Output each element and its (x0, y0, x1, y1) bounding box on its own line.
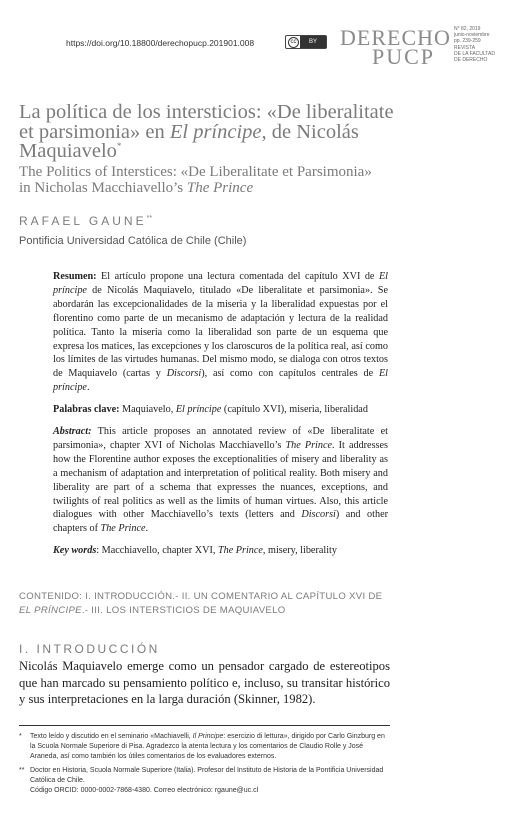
resumen-paragraph (53, 270, 388, 395)
resumen-text: de Nicolás Maquiavelo, titulado «De liberalitate et parsimonia». Se abordarán las excepcionalidades de la miseria y la liberalidad expuestas por el florentino como parte de un mecanismo de adaptación y lectura de la realidad política. Tanto la miseria como la liberalidad son parte de un esquema que expresa los matices, las excepciones y los claroscuros de la política real, así como los límites de las virtudes humanas. Del mismo modo, se dialoga con otros textos de Maquiavelo (cartas y (53, 284, 388, 380)
title-en-italic: The Prince (186, 180, 254, 196)
article-title-en (19, 164, 409, 196)
palabras-text: (capítulo XVI), miseria, liberalidad (221, 404, 368, 415)
abstract-italic: Discorsi (301, 509, 336, 521)
cc-icon: cc (288, 37, 299, 48)
title-es-line-1: La política de los intersticios: «De liberalitate (19, 101, 394, 123)
keywords-italic: The Prince (217, 545, 263, 556)
abstract-label: Abstract: (53, 426, 92, 437)
palabras-text: Maquiavelo, (119, 404, 176, 415)
abstract-text: . (145, 523, 149, 535)
title-en-line-2a: in Nicholas Macchiavello’s (19, 180, 187, 196)
footnote-1 (19, 732, 390, 761)
abstract-italic: The Prince (285, 439, 332, 451)
contents-text: .- III. LOS INTERSTICIOS DE MAQUIAVELO (81, 605, 286, 616)
doi-link[interactable]: https://doi.org/10.18800/derechopucp.201901.008 (66, 38, 255, 48)
table-of-contents (19, 590, 391, 618)
author-name-text: RAFAEL GAUNE (19, 214, 147, 228)
resumen-text: . (86, 382, 90, 394)
resumen-label: Resumen: (53, 271, 97, 282)
title-en-line-1: The Politics of Interstices: «De Liberalitate et Parsimonia» (19, 164, 372, 180)
contents-italic: EL PRÍNCIPE (19, 605, 82, 616)
resumen-text: El artículo propone una lectura comentada del capítulo XVI de (96, 271, 379, 282)
resumen-italic: Discorsi (166, 368, 202, 380)
issue-label-1: REVISTA (454, 44, 476, 51)
issue-label-2: DE LA FACULTAD (454, 50, 495, 57)
resumen-italic: El príncipe (53, 271, 388, 296)
keywords-label: Key words (53, 545, 97, 556)
abstract-text: This article proposes an annotated review of «De liberalitate et parsimonia», chapter XVI of Nicholas Macchiavello’s (53, 426, 388, 451)
palabras-label: Palabras clave: (53, 404, 120, 415)
issue-pages: pp. 239-259 (454, 38, 481, 45)
footnote-2-orcid[interactable]: Código ORCID: 0000-0002-7868-4380. Correo electrónico: rgaune@uc.cl (30, 786, 259, 794)
author-name (19, 214, 152, 228)
journal-logo-derecho: DERECHO (340, 25, 451, 50)
keywords-text: , misery, liberality (262, 545, 337, 556)
cc-by-icon: BY (300, 36, 326, 48)
resumen-text: ), así como con capítulos centrales de (201, 368, 379, 380)
palabras-italic: El príncipe (175, 404, 222, 415)
keywords-text: : Macchiavello, chapter XVI, (96, 545, 218, 556)
title-es-line-3: Maquiavelo (19, 140, 117, 162)
issue-number: N° 82, 2019 (454, 26, 481, 32)
issue-period: junio-noviembre (454, 32, 490, 39)
abstract-paragraph (53, 425, 388, 536)
title-footnote-mark[interactable]: * (116, 141, 122, 151)
section-heading: I. INTRODUCCIÓN (19, 642, 160, 656)
abstract-italic: The Prince (100, 523, 146, 535)
title-es-line-2a: et parsimonia» en (19, 120, 170, 143)
body-paragraph: Nicolás Maquiavelo emerge como un pensador cargado de estereotipos que han marcado su pensamiento político e, incluso, su transitar histórico y sus interpretaciones en la larga duración (Skinner, 1982). (19, 659, 390, 706)
title-es-line-2b: , de Nicolás (261, 120, 359, 143)
abstract-text: . It addresses how the Florentine author exposes the exceptionalities of misery and liberality as a mechanism of adaptation and interpretation of political reality. Both misery and liberality are part of a schema that expresses the nuances, exceptions, and twilights of real politics as well as the limits of human virtues. Also, this article dialogues with other Macchiavello’s texts (letters and (53, 439, 388, 521)
key-words (53, 544, 388, 558)
footnote-divider (19, 725, 390, 726)
footnote-1-text: Texto leído y discutido en el seminario «Machiavelli, (30, 733, 193, 740)
footnote-1-italic: Il Principe (192, 733, 224, 740)
footnote-2-mark: ** (19, 767, 25, 774)
footnote-1-text: : esercizio di lettura», dirigido por Carlo Ginzburg en la Scuola Normale Superiore di Pisa. Agradezco la atenta lectura y los comentarios de Claudio Rolle y José Araneda, así como también los útiles comentarios de los evaluadores externos. (30, 733, 385, 760)
abstract-text: ) and other chapters of (53, 509, 388, 535)
issue-info (454, 26, 495, 63)
article-title-es (19, 103, 409, 162)
footnote-1-mark: * (19, 733, 22, 740)
author-footnote-mark[interactable]: ** (146, 215, 153, 222)
cc-license-badge (285, 35, 327, 49)
title-es-italic: El príncipe (169, 120, 262, 143)
journal-logo-pucp: PUCP (372, 44, 436, 69)
author-affiliation: Pontificia Universidad Católica de Chile (Chile) (19, 235, 247, 247)
issue-label-3: DE DERECHO (454, 57, 488, 64)
footnote-2 (19, 766, 390, 795)
footnote-2-text: Doctor en Historia, Scuola Normale Superiore (Italia). Profesor del Instituto de Historia de la Pontificia Universidad Católica de Chile. (30, 767, 384, 784)
resumen-italic: El príncipe (53, 368, 389, 394)
contents-text: CONTENIDO: I. INTRODUCCIÓN.- II. UN COMENTARIO AL CAPÍTULO XVI DE (19, 591, 383, 602)
palabras-clave (53, 403, 388, 417)
